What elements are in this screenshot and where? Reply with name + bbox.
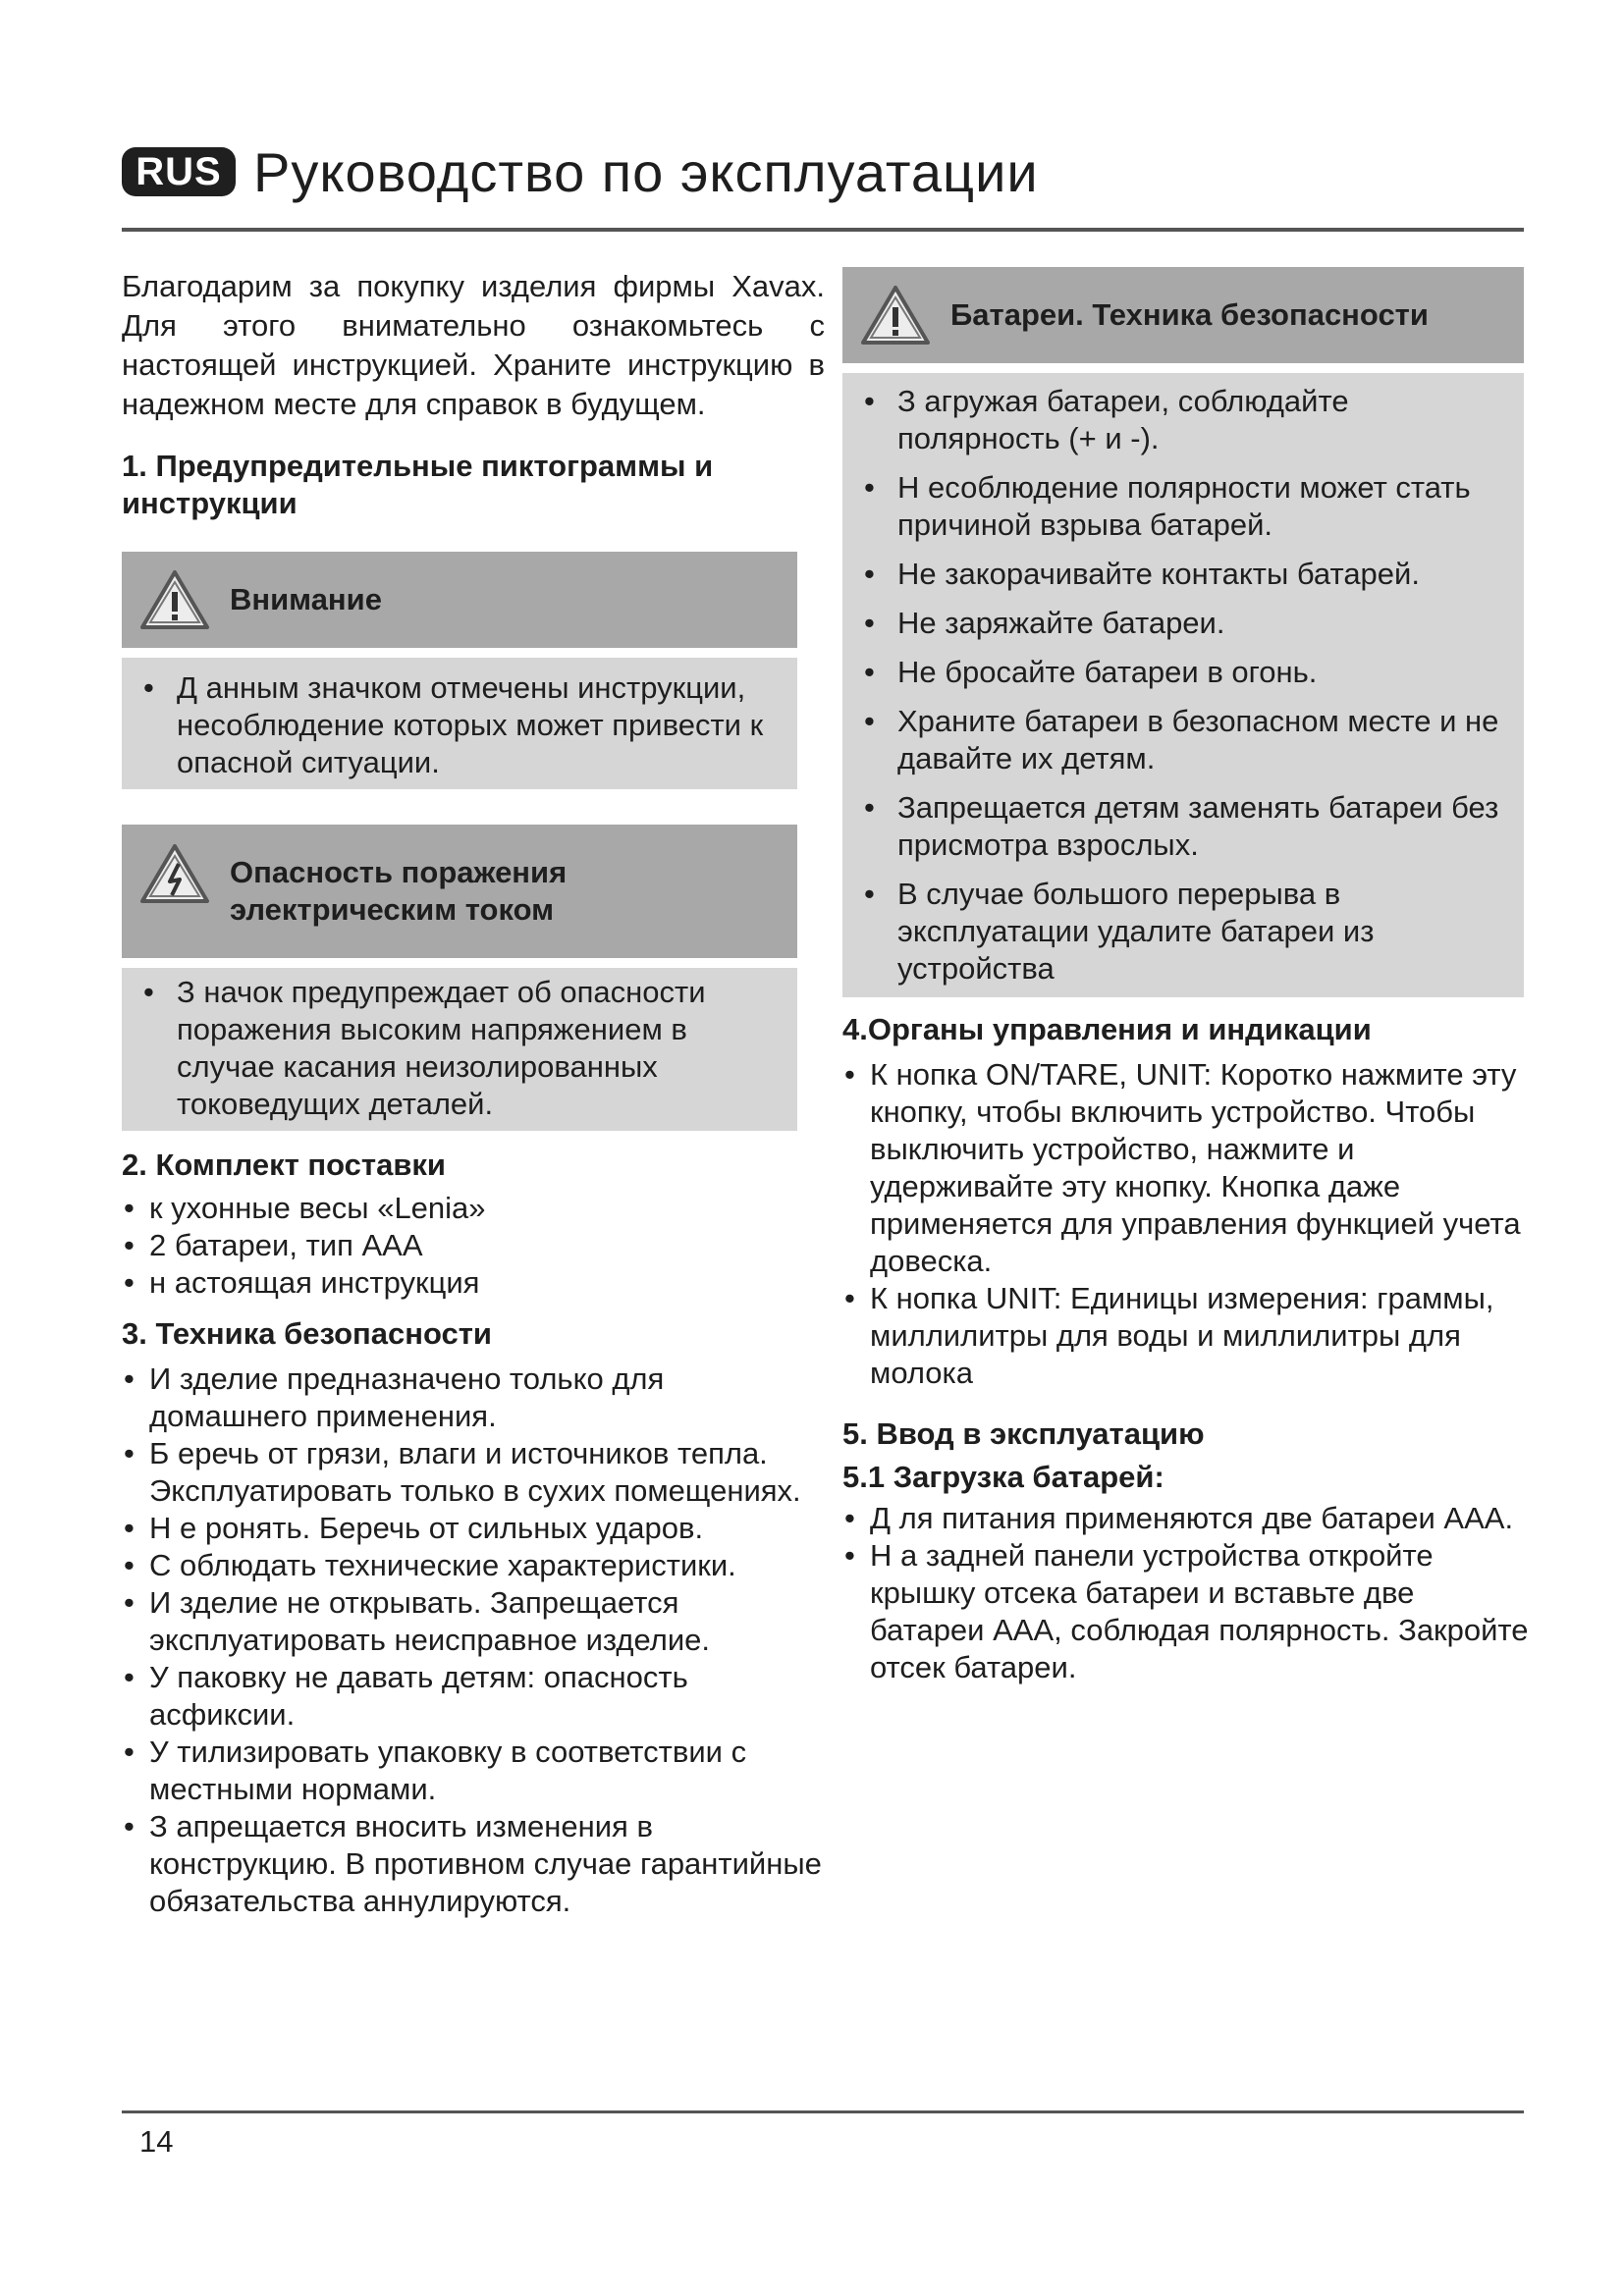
section-1-heading: 1. Предупредительные пиктограммы и инструкции	[122, 449, 714, 520]
battery-safety-header	[842, 267, 1524, 363]
battery-safety-body	[842, 373, 1524, 997]
list-item: • 2 батареи, тип AAA	[122, 1227, 829, 1264]
list-item: • Н есоблюдение полярности может стать причиной взрыва батарей.	[856, 469, 1514, 544]
left-column	[122, 267, 829, 1920]
attention-block	[122, 552, 797, 789]
section-5-1-heading: 5.1 Загрузка батарей:	[842, 1460, 1164, 1494]
battery-loading-list	[842, 1500, 1530, 1686]
attention-body	[122, 658, 797, 789]
list-item: • И зделие не открывать. Запрещается эксплуатировать неисправное изделие.	[122, 1584, 829, 1659]
list-item: • Не закорачивайте контакты батарей.	[856, 556, 1514, 593]
list-item: • К нопка UNIT: Единицы измерения: граммы, миллилитры для воды и миллилитры для молока	[842, 1280, 1530, 1392]
header-divider	[122, 228, 1524, 232]
shock-title-line-1: Опасность поражения	[230, 855, 568, 889]
battery-safety-title: Батареи. Техника безопасности	[950, 297, 1429, 332]
list-item: • Храните батареи в безопасном месте и не давайте их детям.	[856, 703, 1514, 777]
intro-paragraph: Благодарим за покупку изделия фирмы Xavax. Для этого внимательно ознакомьтесь с настоящей инструкцией. Храните инструкцию в надежном месте для справок в будущем.	[122, 269, 825, 421]
right-column	[842, 267, 1530, 1686]
list-item: • К нопка ON/TARE, UNIT: Коротко нажмите эту кнопку, чтобы включить устройство. Чтобы выключить устройство, нажмите и удерживайте эту кнопку. Кнопка даже применяется для управления функцией учета довеска.	[842, 1056, 1530, 1280]
list-item: • З апрещается вносить изменения в конструкцию. В противном случае гарантийные обязательства аннулируются.	[122, 1808, 829, 1920]
list-item: • И зделие предназначено только для домашнего применения.	[122, 1361, 829, 1435]
list-item: • Н а задней панели устройства откройте крышку отсека батареи и вставьте две батареи AAA, соблюдая полярность. Закройте отсек батареи.	[842, 1537, 1530, 1686]
warning-icon	[139, 568, 210, 631]
language-badge: RUS	[122, 147, 236, 196]
list-item: • н астоящая инструкция	[122, 1264, 829, 1302]
battery-safety-list	[856, 383, 1514, 988]
list-item: • У паковку не давать детям: опасность асфиксии.	[122, 1659, 829, 1734]
page-title: Руководство по эксплуатации	[253, 141, 1039, 203]
list-item: • У тилизировать упаковку в соответствии с местными нормами.	[122, 1734, 829, 1808]
shock-header	[122, 825, 797, 958]
shock-list	[135, 974, 782, 1123]
page-header	[122, 137, 1524, 230]
delivery-list	[122, 1190, 829, 1302]
list-item: • Не заряжайте батареи.	[856, 605, 1514, 642]
list-item: • С облюдать технические характеристики.	[122, 1547, 829, 1584]
shock-title	[230, 854, 567, 929]
page-number: 14	[139, 2124, 174, 2159]
list-item: • З агружая батареи, соблюдайте полярность (+ и -).	[856, 383, 1514, 457]
controls-list	[842, 1056, 1530, 1392]
section-2-heading: 2. Комплект поставки	[122, 1148, 446, 1182]
list-item: • В случае большого перерыва в эксплуатации удалите батареи из устройства	[856, 876, 1514, 988]
section-5-heading: 5. Ввод в эксплуатацию	[842, 1416, 1205, 1451]
list-item: • Б еречь от грязи, влаги и источников тепла. Эксплуатировать только в сухих помещениях.	[122, 1435, 829, 1510]
attention-title: Внимание	[230, 582, 382, 616]
shock-block	[122, 825, 797, 1131]
section-4-heading: 4.Органы управления и индикации	[842, 1012, 1372, 1046]
list-item: • Н е ронять. Беречь от сильных ударов.	[122, 1510, 829, 1547]
warning-icon	[860, 284, 931, 347]
electric-shock-icon	[139, 842, 210, 905]
list-item: • к ухонные весы «Lenia»	[122, 1190, 829, 1227]
list-item: • З начок предупреждает об опасности поражения высоким напряжением в случае касания неизолированных токоведущих деталей.	[135, 974, 782, 1123]
battery-safety-block	[842, 267, 1524, 997]
attention-header	[122, 552, 797, 648]
list-item: • Д ля питания применяются две батареи AAA.	[842, 1500, 1530, 1537]
shock-body	[122, 968, 797, 1131]
list-item: • Запрещается детям заменять батареи без присмотра взрослых.	[856, 789, 1514, 864]
safety-list	[122, 1361, 829, 1920]
footer-divider	[122, 2110, 1524, 2113]
section-3-heading: 3. Техника безопасности	[122, 1316, 492, 1351]
list-item: • Не бросайте батареи в огонь.	[856, 654, 1514, 691]
shock-title-line-2: электрическим током	[230, 892, 555, 927]
list-item: • Д анным значком отмечены инструкции, несоблюдение которых может привести к опасной ситуации.	[135, 669, 782, 781]
attention-list	[135, 669, 782, 781]
